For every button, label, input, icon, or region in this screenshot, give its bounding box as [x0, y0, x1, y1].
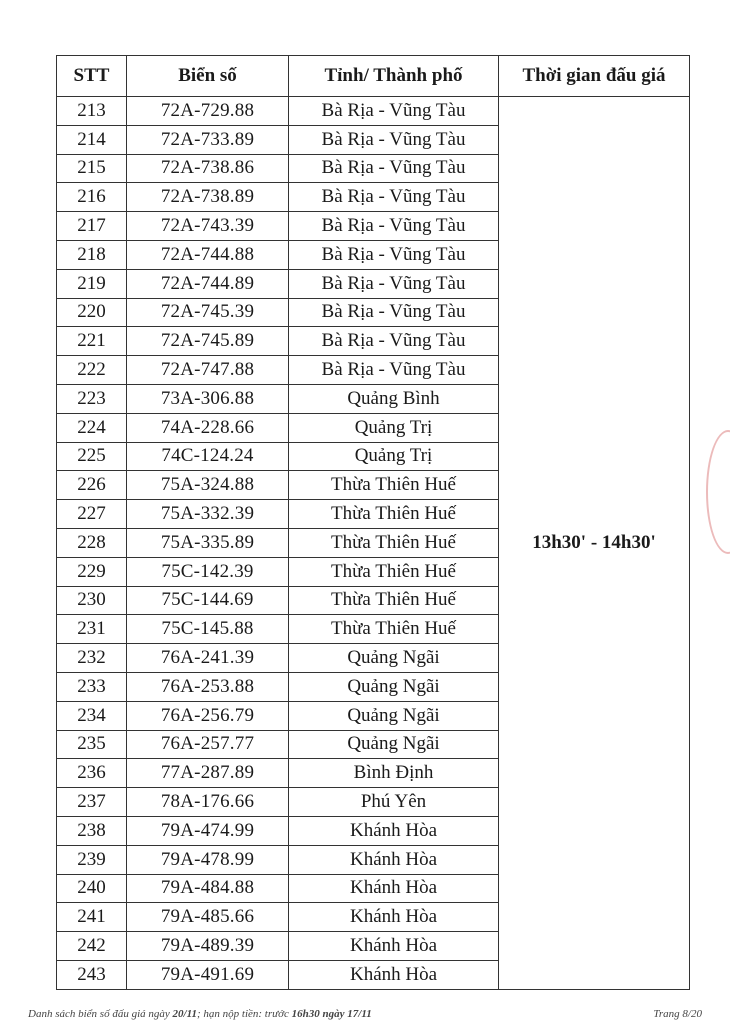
cell-stt: 233: [57, 672, 127, 701]
cell-stt: 222: [57, 356, 127, 385]
cell-province: Quảng Trị: [289, 413, 499, 442]
cell-stt: 226: [57, 471, 127, 500]
license-plate-table: [56, 55, 690, 990]
cell-plate-number: 75A-335.89: [127, 528, 289, 557]
cell-plate-number: 72A-733.89: [127, 125, 289, 154]
footer-text-1: Danh sách biển số đấu giá ngày: [28, 1008, 173, 1020]
cell-plate-number: 79A-478.99: [127, 845, 289, 874]
stamp-mark: [706, 430, 730, 554]
cell-stt: 241: [57, 903, 127, 932]
cell-plate-number: 72A-744.89: [127, 269, 289, 298]
header-plate-number: Biển số: [127, 56, 289, 97]
cell-province: Quảng Bình: [289, 384, 499, 413]
cell-stt: 232: [57, 644, 127, 673]
cell-stt: 229: [57, 557, 127, 586]
cell-stt: 219: [57, 269, 127, 298]
cell-province: Bà Rịa - Vũng Tàu: [289, 212, 499, 241]
cell-stt: 224: [57, 413, 127, 442]
cell-province: Bình Định: [289, 759, 499, 788]
page-number: Trang 8/20: [653, 1008, 702, 1020]
cell-province: Khánh Hòa: [289, 903, 499, 932]
cell-province: Khánh Hòa: [289, 845, 499, 874]
cell-plate-number: 79A-489.39: [127, 932, 289, 961]
cell-plate-number: 76A-253.88: [127, 672, 289, 701]
cell-stt: 221: [57, 327, 127, 356]
cell-plate-number: 76A-241.39: [127, 644, 289, 673]
cell-plate-number: 72A-738.89: [127, 183, 289, 212]
cell-plate-number: 77A-287.89: [127, 759, 289, 788]
cell-stt: 214: [57, 125, 127, 154]
cell-province: Thừa Thiên Huế: [289, 586, 499, 615]
cell-stt: 230: [57, 586, 127, 615]
footer-auction-date: 20/11: [172, 1008, 197, 1020]
cell-stt: 223: [57, 384, 127, 413]
cell-plate-number: 72A-738.86: [127, 154, 289, 183]
cell-plate-number: 75A-324.88: [127, 471, 289, 500]
cell-province: Thừa Thiên Huế: [289, 471, 499, 500]
cell-province: Quảng Ngãi: [289, 644, 499, 673]
footer-text-2: ; hạn nộp tiền: trước: [196, 1008, 292, 1020]
cell-plate-number: 79A-485.66: [127, 903, 289, 932]
cell-stt: 236: [57, 759, 127, 788]
cell-province: Bà Rịa - Vũng Tàu: [289, 298, 499, 327]
cell-province: Quảng Ngãi: [289, 672, 499, 701]
cell-stt: 220: [57, 298, 127, 327]
cell-plate-number: 79A-484.88: [127, 874, 289, 903]
cell-province: Thừa Thiên Huế: [289, 500, 499, 529]
cell-stt: 242: [57, 932, 127, 961]
table-header-row: [57, 56, 690, 97]
cell-stt: 240: [57, 874, 127, 903]
cell-plate-number: 74C-124.24: [127, 442, 289, 471]
cell-stt: 213: [57, 97, 127, 126]
cell-plate-number: 72A-729.88: [127, 97, 289, 126]
cell-stt: 225: [57, 442, 127, 471]
cell-stt: 231: [57, 615, 127, 644]
cell-province: Quảng Trị: [289, 442, 499, 471]
cell-plate-number: 79A-474.99: [127, 816, 289, 845]
cell-plate-number: 72A-744.88: [127, 240, 289, 269]
cell-province: Khánh Hòa: [289, 932, 499, 961]
cell-stt: 228: [57, 528, 127, 557]
cell-plate-number: 78A-176.66: [127, 788, 289, 817]
cell-stt: 235: [57, 730, 127, 759]
cell-plate-number: 76A-256.79: [127, 701, 289, 730]
footer-note: [28, 1008, 372, 1020]
cell-plate-number: 76A-257.77: [127, 730, 289, 759]
cell-stt: 234: [57, 701, 127, 730]
cell-province: Bà Rịa - Vũng Tàu: [289, 154, 499, 183]
header-stt: STT: [57, 56, 127, 97]
cell-plate-number: 75A-332.39: [127, 500, 289, 529]
cell-plate-number: 75C-142.39: [127, 557, 289, 586]
cell-plate-number: 75C-144.69: [127, 586, 289, 615]
cell-plate-number: 75C-145.88: [127, 615, 289, 644]
cell-province: Bà Rịa - Vũng Tàu: [289, 327, 499, 356]
cell-province: Khánh Hòa: [289, 874, 499, 903]
cell-plate-number: 79A-491.69: [127, 960, 289, 989]
cell-province: Bà Rịa - Vũng Tàu: [289, 97, 499, 126]
cell-stt: 238: [57, 816, 127, 845]
cell-province: Khánh Hòa: [289, 960, 499, 989]
cell-plate-number: 74A-228.66: [127, 413, 289, 442]
cell-stt: 237: [57, 788, 127, 817]
cell-province: Bà Rịa - Vũng Tàu: [289, 125, 499, 154]
header-auction-time: Thời gian đấu giá: [499, 56, 690, 97]
cell-province: Bà Rịa - Vũng Tàu: [289, 183, 499, 212]
cell-province: Quảng Ngãi: [289, 701, 499, 730]
cell-stt: 227: [57, 500, 127, 529]
cell-plate-number: 72A-745.89: [127, 327, 289, 356]
cell-plate-number: 72A-743.39: [127, 212, 289, 241]
cell-stt: 218: [57, 240, 127, 269]
footer-deadline: 16h30 ngày 17/11: [291, 1008, 372, 1020]
cell-stt: 243: [57, 960, 127, 989]
cell-province: Quảng Ngãi: [289, 730, 499, 759]
cell-plate-number: 73A-306.88: [127, 384, 289, 413]
cell-province: Thừa Thiên Huế: [289, 528, 499, 557]
cell-province: Bà Rịa - Vũng Tàu: [289, 240, 499, 269]
cell-plate-number: 72A-747.88: [127, 356, 289, 385]
cell-province: Bà Rịa - Vũng Tàu: [289, 269, 499, 298]
cell-auction-time: 13h30' - 14h30': [499, 97, 690, 990]
cell-stt: 216: [57, 183, 127, 212]
cell-stt: 217: [57, 212, 127, 241]
cell-province: Thừa Thiên Huế: [289, 557, 499, 586]
cell-stt: 215: [57, 154, 127, 183]
cell-province: Khánh Hòa: [289, 816, 499, 845]
header-province: Tỉnh/ Thành phố: [289, 56, 499, 97]
cell-province: Thừa Thiên Huế: [289, 615, 499, 644]
cell-province: Phú Yên: [289, 788, 499, 817]
table-body: [57, 97, 690, 990]
cell-stt: 239: [57, 845, 127, 874]
page-footer: [28, 1008, 702, 1020]
cell-plate-number: 72A-745.39: [127, 298, 289, 327]
table-row: [57, 97, 690, 126]
cell-province: Bà Rịa - Vũng Tàu: [289, 356, 499, 385]
